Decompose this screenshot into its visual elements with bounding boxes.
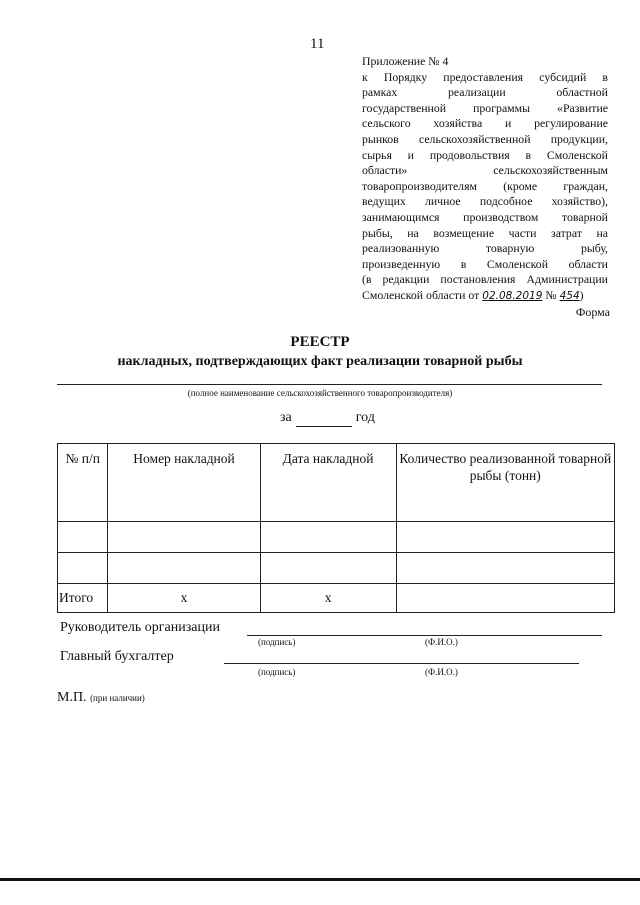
- column-header-invoice-number: Номер накладной: [108, 444, 260, 522]
- appendix-line-prefix: Смоленской области от: [362, 287, 480, 302]
- table-cell[interactable]: [58, 553, 108, 584]
- producer-name-line[interactable]: [57, 384, 602, 385]
- column-header-number: № п/п: [58, 444, 108, 522]
- head-signature-label: Руководитель организации: [60, 620, 220, 635]
- appendix-line: к Порядку предоставления субсидий в: [362, 69, 608, 84]
- handwritten-date: 02.08.2019: [482, 289, 543, 302]
- seal-label: М.П.: [57, 690, 87, 705]
- year-prefix: за: [280, 410, 292, 425]
- appendix-line: рыбы, на возмещение части затрат на: [362, 225, 608, 240]
- table-row: [58, 522, 615, 553]
- appendix-last-line: [362, 288, 608, 305]
- table-cell[interactable]: [396, 522, 614, 553]
- table-cell[interactable]: [396, 553, 614, 584]
- accountant-signature-caption: (подпись): [258, 667, 296, 677]
- producer-caption: (полное наименование сельскохозяйственного товаропроизводителя): [187, 388, 453, 398]
- appendix-line: государственной программы «Развитие: [362, 100, 608, 115]
- appendix-line: товаропроизводителям (кроме граждан,: [362, 178, 608, 193]
- appendix-line: произведенную в Смоленской области: [362, 256, 608, 271]
- table-cell[interactable]: [58, 522, 108, 553]
- appendix-line: рынков сельскохозяйственной продукции,: [362, 131, 608, 146]
- table-cell[interactable]: [260, 553, 396, 584]
- appendix-line: ведущих личное подсобное хозяйство),: [362, 194, 608, 209]
- registry-table: [57, 443, 615, 613]
- year-line: [280, 410, 375, 427]
- scan-bottom-edge: [0, 878, 640, 881]
- table-cell[interactable]: [108, 553, 260, 584]
- appendix-line: рамках реализации областной: [362, 85, 608, 100]
- table-cell[interactable]: [260, 522, 396, 553]
- closing-paren: ): [579, 287, 584, 302]
- appendix-line: сельского хозяйства и регулирование: [362, 116, 608, 131]
- appendix-line: реализованную товарную рыбу,: [362, 241, 608, 256]
- document-title: РЕЕСТР: [290, 334, 350, 350]
- accountant-signature-label: Главный бухгалтер: [60, 649, 174, 664]
- total-quantity[interactable]: [396, 584, 614, 613]
- column-header-invoice-date: Дата накладной: [260, 444, 396, 522]
- column-header-quantity: Количество реализованной товарной рыбы (тонн): [396, 444, 614, 522]
- total-invoice-number: х: [108, 584, 260, 613]
- appendix-line: области» сельскохозяйственным: [362, 163, 608, 178]
- appendix-line: сырья и продовольствия в Смоленской: [362, 147, 608, 162]
- total-row: [58, 584, 615, 613]
- handwritten-number: 454: [559, 289, 580, 302]
- accountant-signature-line[interactable]: [224, 663, 579, 664]
- head-signature-line[interactable]: [247, 635, 602, 636]
- appendix-block: [362, 54, 608, 305]
- seal-placeholder: [57, 690, 145, 706]
- appendix-line: (в редакции постановления Администрации: [362, 272, 608, 287]
- appendix-line: Приложение № 4: [362, 54, 449, 68]
- table-row: [58, 553, 615, 584]
- appendix-line: занимающимся производством товарной: [362, 209, 608, 224]
- year-suffix: год: [355, 410, 375, 425]
- form-label: Форма: [575, 305, 610, 319]
- document-subtitle: накладных, подтверждающих факт реализации товарной рыбы: [117, 354, 523, 369]
- number-sign: №: [545, 287, 557, 302]
- total-invoice-date: х: [260, 584, 396, 613]
- year-blank[interactable]: [296, 410, 352, 427]
- table-cell[interactable]: [108, 522, 260, 553]
- seal-note: (при наличии): [90, 693, 145, 703]
- head-name-caption: (Ф.И.О.): [425, 637, 458, 647]
- accountant-name-caption: (Ф.И.О.): [425, 667, 458, 677]
- head-signature-caption: (подпись): [258, 637, 296, 647]
- page-number: 11: [310, 36, 325, 52]
- table-header-row: [58, 444, 615, 522]
- total-label: Итого: [58, 584, 108, 613]
